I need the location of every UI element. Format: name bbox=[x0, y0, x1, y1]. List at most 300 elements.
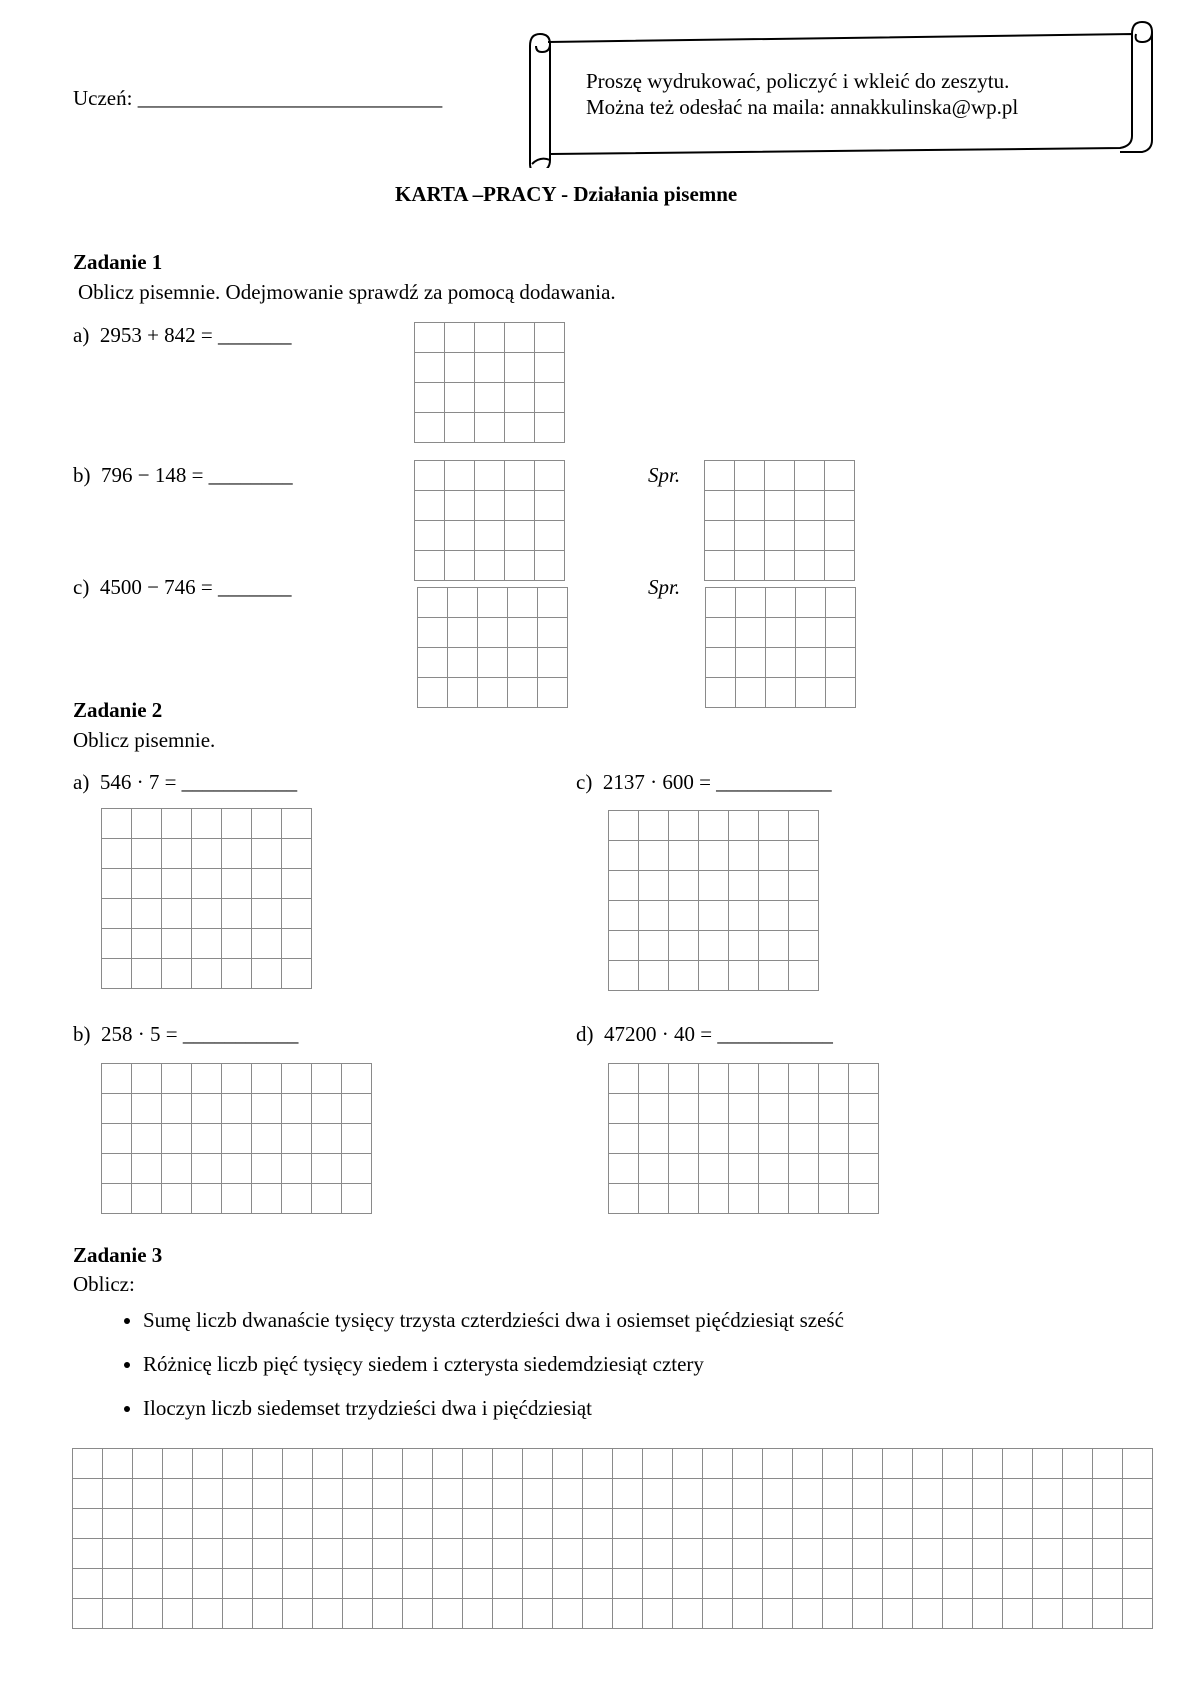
grid-cell[interactable] bbox=[282, 1184, 312, 1214]
grid-cell[interactable] bbox=[853, 1539, 883, 1569]
grid-cell[interactable] bbox=[1063, 1569, 1093, 1599]
grid-cell[interactable] bbox=[538, 648, 568, 678]
grid-cell[interactable] bbox=[669, 1184, 699, 1214]
grid-cell[interactable] bbox=[433, 1509, 463, 1539]
grid-cell[interactable] bbox=[283, 1509, 313, 1539]
grid-cell[interactable] bbox=[192, 1094, 222, 1124]
grid-cell[interactable] bbox=[613, 1569, 643, 1599]
grid-cell[interactable] bbox=[313, 1539, 343, 1569]
grid-cell[interactable] bbox=[793, 1449, 823, 1479]
grid-cell[interactable] bbox=[853, 1569, 883, 1599]
grid-cell[interactable] bbox=[535, 383, 565, 413]
grid-cell[interactable] bbox=[699, 1154, 729, 1184]
grid-cell[interactable] bbox=[699, 871, 729, 901]
grid-cell[interactable] bbox=[763, 1449, 793, 1479]
grid-cell[interactable] bbox=[643, 1569, 673, 1599]
grid-cell[interactable] bbox=[282, 869, 312, 899]
grid-cell[interactable] bbox=[73, 1569, 103, 1599]
grid-cell[interactable] bbox=[736, 588, 766, 618]
grid-cell[interactable] bbox=[763, 1539, 793, 1569]
grid-cell[interactable] bbox=[418, 588, 448, 618]
grid-cell[interactable] bbox=[699, 961, 729, 991]
grid-cell[interactable] bbox=[1063, 1509, 1093, 1539]
grid-cell[interactable] bbox=[1093, 1449, 1123, 1479]
grid-cell[interactable] bbox=[193, 1599, 223, 1629]
grid-cell[interactable] bbox=[252, 839, 282, 869]
grid-cell[interactable] bbox=[312, 1064, 342, 1094]
grid-cell[interactable] bbox=[729, 871, 759, 901]
grid-cell[interactable] bbox=[853, 1599, 883, 1629]
grid-cell[interactable] bbox=[312, 1184, 342, 1214]
grid-cell[interactable] bbox=[342, 1154, 372, 1184]
grid-cell[interactable] bbox=[973, 1509, 1003, 1539]
grid-cell[interactable] bbox=[729, 931, 759, 961]
grid-cell[interactable] bbox=[508, 618, 538, 648]
grid-cell[interactable] bbox=[1003, 1509, 1033, 1539]
grid-cell[interactable] bbox=[312, 1124, 342, 1154]
grid-cell[interactable] bbox=[252, 809, 282, 839]
grid-cell[interactable] bbox=[312, 1154, 342, 1184]
grid-cell[interactable] bbox=[699, 1184, 729, 1214]
grid-cell[interactable] bbox=[913, 1479, 943, 1509]
grid-cell[interactable] bbox=[765, 461, 795, 491]
grid-cell[interactable] bbox=[445, 323, 475, 353]
grid-cell[interactable] bbox=[766, 618, 796, 648]
grid-cell[interactable] bbox=[162, 1094, 192, 1124]
grid-cell[interactable] bbox=[973, 1599, 1003, 1629]
grid-cell[interactable] bbox=[765, 521, 795, 551]
grid-cell[interactable] bbox=[133, 1509, 163, 1539]
grid-cell[interactable] bbox=[699, 841, 729, 871]
grid-cell[interactable] bbox=[192, 899, 222, 929]
grid-cell[interactable] bbox=[282, 929, 312, 959]
grid-cell[interactable] bbox=[373, 1599, 403, 1629]
grid-cell[interactable] bbox=[448, 648, 478, 678]
grid-cell[interactable] bbox=[553, 1509, 583, 1539]
grid-cell[interactable] bbox=[475, 323, 505, 353]
grid-cell[interactable] bbox=[463, 1479, 493, 1509]
grid-cell[interactable] bbox=[706, 588, 736, 618]
grid-cell[interactable] bbox=[733, 1599, 763, 1629]
grid-cell[interactable] bbox=[795, 491, 825, 521]
grid-cell[interactable] bbox=[102, 809, 132, 839]
grid-cell[interactable] bbox=[733, 1509, 763, 1539]
grid-cell[interactable] bbox=[819, 1124, 849, 1154]
grid-task1-c[interactable] bbox=[417, 587, 568, 708]
grid-cell[interactable] bbox=[759, 1064, 789, 1094]
grid-cell[interactable] bbox=[415, 383, 445, 413]
grid-cell[interactable] bbox=[733, 1539, 763, 1569]
grid-cell[interactable] bbox=[1093, 1569, 1123, 1599]
grid-cell[interactable] bbox=[252, 929, 282, 959]
grid-cell[interactable] bbox=[639, 901, 669, 931]
grid-cell[interactable] bbox=[609, 1064, 639, 1094]
grid-cell[interactable] bbox=[883, 1479, 913, 1509]
grid-cell[interactable] bbox=[252, 1094, 282, 1124]
grid-cell[interactable] bbox=[609, 1184, 639, 1214]
grid-cell[interactable] bbox=[463, 1449, 493, 1479]
grid-cell[interactable] bbox=[759, 1094, 789, 1124]
grid-cell[interactable] bbox=[163, 1479, 193, 1509]
grid-cell[interactable] bbox=[162, 929, 192, 959]
grid-cell[interactable] bbox=[733, 1569, 763, 1599]
grid-cell[interactable] bbox=[1033, 1509, 1063, 1539]
grid-cell[interactable] bbox=[759, 961, 789, 991]
grid-cell[interactable] bbox=[448, 588, 478, 618]
grid-cell[interactable] bbox=[132, 809, 162, 839]
grid-cell[interactable] bbox=[583, 1569, 613, 1599]
grid-cell[interactable] bbox=[826, 678, 856, 708]
grid-cell[interactable] bbox=[825, 521, 855, 551]
grid-cell[interactable] bbox=[373, 1539, 403, 1569]
grid-cell[interactable] bbox=[736, 618, 766, 648]
grid-cell[interactable] bbox=[313, 1599, 343, 1629]
grid-cell[interactable] bbox=[669, 1064, 699, 1094]
grid-cell[interactable] bbox=[823, 1599, 853, 1629]
grid-cell[interactable] bbox=[729, 961, 759, 991]
grid-cell[interactable] bbox=[849, 1094, 879, 1124]
grid-cell[interactable] bbox=[132, 869, 162, 899]
grid-cell[interactable] bbox=[508, 588, 538, 618]
grid-cell[interactable] bbox=[193, 1479, 223, 1509]
grid-cell[interactable] bbox=[793, 1509, 823, 1539]
grid-cell[interactable] bbox=[132, 1154, 162, 1184]
grid-cell[interactable] bbox=[343, 1539, 373, 1569]
grid-cell[interactable] bbox=[553, 1599, 583, 1629]
grid-cell[interactable] bbox=[282, 1094, 312, 1124]
grid-cell[interactable] bbox=[445, 413, 475, 443]
grid-cell[interactable] bbox=[253, 1599, 283, 1629]
grid-cell[interactable] bbox=[415, 323, 445, 353]
grid-cell[interactable] bbox=[102, 1094, 132, 1124]
grid-cell[interactable] bbox=[538, 618, 568, 648]
grid-cell[interactable] bbox=[826, 588, 856, 618]
grid-cell[interactable] bbox=[763, 1599, 793, 1629]
grid-cell[interactable] bbox=[763, 1479, 793, 1509]
grid-cell[interactable] bbox=[313, 1449, 343, 1479]
grid-cell[interactable] bbox=[735, 521, 765, 551]
grid-cell[interactable] bbox=[343, 1569, 373, 1599]
grid-cell[interactable] bbox=[613, 1479, 643, 1509]
grid-cell[interactable] bbox=[162, 1184, 192, 1214]
grid-task3[interactable] bbox=[72, 1448, 1153, 1629]
grid-cell[interactable] bbox=[508, 678, 538, 708]
grid-cell[interactable] bbox=[535, 413, 565, 443]
grid-cell[interactable] bbox=[553, 1449, 583, 1479]
grid-cell[interactable] bbox=[793, 1539, 823, 1569]
grid-cell[interactable] bbox=[162, 899, 192, 929]
grid-cell[interactable] bbox=[505, 491, 535, 521]
grid-cell[interactable] bbox=[1003, 1539, 1033, 1569]
grid-cell[interactable] bbox=[639, 1124, 669, 1154]
grid-cell[interactable] bbox=[132, 899, 162, 929]
grid-cell[interactable] bbox=[162, 1154, 192, 1184]
grid-cell[interactable] bbox=[609, 871, 639, 901]
grid-cell[interactable] bbox=[433, 1539, 463, 1569]
grid-cell[interactable] bbox=[403, 1509, 433, 1539]
grid-cell[interactable] bbox=[789, 1184, 819, 1214]
grid-cell[interactable] bbox=[553, 1569, 583, 1599]
grid-cell[interactable] bbox=[736, 648, 766, 678]
grid-cell[interactable] bbox=[282, 959, 312, 989]
grid-cell[interactable] bbox=[883, 1449, 913, 1479]
grid-cell[interactable] bbox=[789, 871, 819, 901]
grid-cell[interactable] bbox=[163, 1449, 193, 1479]
grid-cell[interactable] bbox=[796, 678, 826, 708]
grid-cell[interactable] bbox=[733, 1449, 763, 1479]
grid-cell[interactable] bbox=[415, 551, 445, 581]
grid-cell[interactable] bbox=[342, 1124, 372, 1154]
grid-cell[interactable] bbox=[639, 1064, 669, 1094]
grid-cell[interactable] bbox=[505, 521, 535, 551]
grid-cell[interactable] bbox=[699, 1124, 729, 1154]
grid-cell[interactable] bbox=[133, 1569, 163, 1599]
grid-cell[interactable] bbox=[223, 1599, 253, 1629]
grid-cell[interactable] bbox=[463, 1569, 493, 1599]
grid-cell[interactable] bbox=[222, 899, 252, 929]
grid-cell[interactable] bbox=[735, 551, 765, 581]
grid-cell[interactable] bbox=[415, 353, 445, 383]
grid-cell[interactable] bbox=[493, 1539, 523, 1569]
grid-cell[interactable] bbox=[508, 648, 538, 678]
grid-cell[interactable] bbox=[609, 901, 639, 931]
grid-cell[interactable] bbox=[523, 1599, 553, 1629]
grid-cell[interactable] bbox=[913, 1599, 943, 1629]
grid-cell[interactable] bbox=[729, 1094, 759, 1124]
grid-cell[interactable] bbox=[553, 1479, 583, 1509]
grid-cell[interactable] bbox=[883, 1539, 913, 1569]
grid-cell[interactable] bbox=[1123, 1539, 1153, 1569]
grid-cell[interactable] bbox=[192, 839, 222, 869]
grid-cell[interactable] bbox=[853, 1449, 883, 1479]
grid-cell[interactable] bbox=[1033, 1449, 1063, 1479]
grid-cell[interactable] bbox=[669, 1124, 699, 1154]
grid-cell[interactable] bbox=[639, 871, 669, 901]
grid-cell[interactable] bbox=[192, 959, 222, 989]
grid-cell[interactable] bbox=[583, 1539, 613, 1569]
grid-cell[interactable] bbox=[1123, 1569, 1153, 1599]
grid-cell[interactable] bbox=[283, 1449, 313, 1479]
grid-cell[interactable] bbox=[163, 1509, 193, 1539]
grid-cell[interactable] bbox=[703, 1479, 733, 1509]
grid-cell[interactable] bbox=[765, 491, 795, 521]
grid-cell[interactable] bbox=[705, 521, 735, 551]
grid-cell[interactable] bbox=[505, 551, 535, 581]
grid-cell[interactable] bbox=[475, 491, 505, 521]
grid-cell[interactable] bbox=[699, 901, 729, 931]
grid-cell[interactable] bbox=[759, 1184, 789, 1214]
grid-cell[interactable] bbox=[535, 521, 565, 551]
grid-cell[interactable] bbox=[789, 1064, 819, 1094]
grid-cell[interactable] bbox=[913, 1509, 943, 1539]
grid-cell[interactable] bbox=[192, 869, 222, 899]
grid-cell[interactable] bbox=[418, 618, 448, 648]
grid-cell[interactable] bbox=[162, 959, 192, 989]
grid-cell[interactable] bbox=[973, 1479, 1003, 1509]
grid-cell[interactable] bbox=[943, 1539, 973, 1569]
grid-cell[interactable] bbox=[282, 1064, 312, 1094]
grid-cell[interactable] bbox=[73, 1599, 103, 1629]
grid-cell[interactable] bbox=[699, 931, 729, 961]
grid-cell[interactable] bbox=[478, 678, 508, 708]
grid-cell[interactable] bbox=[493, 1479, 523, 1509]
grid-task1-b-check[interactable] bbox=[704, 460, 855, 581]
grid-cell[interactable] bbox=[222, 869, 252, 899]
grid-cell[interactable] bbox=[789, 1154, 819, 1184]
grid-cell[interactable] bbox=[706, 618, 736, 648]
grid-cell[interactable] bbox=[643, 1539, 673, 1569]
grid-cell[interactable] bbox=[583, 1479, 613, 1509]
grid-cell[interactable] bbox=[639, 1094, 669, 1124]
grid-cell[interactable] bbox=[669, 841, 699, 871]
grid-cell[interactable] bbox=[415, 461, 445, 491]
grid-cell[interactable] bbox=[639, 1184, 669, 1214]
grid-cell[interactable] bbox=[193, 1449, 223, 1479]
grid-cell[interactable] bbox=[505, 461, 535, 491]
grid-cell[interactable] bbox=[943, 1599, 973, 1629]
grid-cell[interactable] bbox=[538, 588, 568, 618]
grid-cell[interactable] bbox=[943, 1569, 973, 1599]
grid-cell[interactable] bbox=[282, 1154, 312, 1184]
grid-cell[interactable] bbox=[1123, 1479, 1153, 1509]
grid-cell[interactable] bbox=[583, 1449, 613, 1479]
grid-cell[interactable] bbox=[223, 1509, 253, 1539]
grid-task2-b[interactable] bbox=[101, 1063, 372, 1214]
grid-cell[interactable] bbox=[973, 1569, 1003, 1599]
grid-cell[interactable] bbox=[705, 461, 735, 491]
grid-cell[interactable] bbox=[253, 1569, 283, 1599]
grid-cell[interactable] bbox=[796, 588, 826, 618]
grid-cell[interactable] bbox=[463, 1539, 493, 1569]
grid-cell[interactable] bbox=[763, 1569, 793, 1599]
grid-cell[interactable] bbox=[192, 1154, 222, 1184]
grid-cell[interactable] bbox=[132, 929, 162, 959]
grid-cell[interactable] bbox=[673, 1539, 703, 1569]
grid-cell[interactable] bbox=[373, 1479, 403, 1509]
grid-cell[interactable] bbox=[415, 413, 445, 443]
grid-cell[interactable] bbox=[192, 1184, 222, 1214]
grid-cell[interactable] bbox=[673, 1599, 703, 1629]
grid-cell[interactable] bbox=[613, 1599, 643, 1629]
grid-cell[interactable] bbox=[669, 1154, 699, 1184]
grid-cell[interactable] bbox=[505, 413, 535, 443]
grid-cell[interactable] bbox=[505, 383, 535, 413]
grid-cell[interactable] bbox=[819, 1064, 849, 1094]
grid-cell[interactable] bbox=[222, 1124, 252, 1154]
grid-cell[interactable] bbox=[192, 1064, 222, 1094]
grid-cell[interactable] bbox=[795, 551, 825, 581]
grid-cell[interactable] bbox=[283, 1569, 313, 1599]
grid-cell[interactable] bbox=[796, 648, 826, 678]
grid-cell[interactable] bbox=[763, 1509, 793, 1539]
grid-cell[interactable] bbox=[643, 1449, 673, 1479]
grid-cell[interactable] bbox=[729, 1154, 759, 1184]
grid-cell[interactable] bbox=[609, 931, 639, 961]
grid-cell[interactable] bbox=[759, 841, 789, 871]
grid-cell[interactable] bbox=[669, 961, 699, 991]
grid-cell[interactable] bbox=[793, 1599, 823, 1629]
grid-cell[interactable] bbox=[826, 648, 856, 678]
grid-cell[interactable] bbox=[222, 1154, 252, 1184]
grid-cell[interactable] bbox=[1123, 1599, 1153, 1629]
grid-cell[interactable] bbox=[1033, 1569, 1063, 1599]
grid-cell[interactable] bbox=[162, 809, 192, 839]
grid-cell[interactable] bbox=[789, 841, 819, 871]
grid-cell[interactable] bbox=[342, 1064, 372, 1094]
grid-cell[interactable] bbox=[609, 841, 639, 871]
grid-cell[interactable] bbox=[583, 1509, 613, 1539]
grid-cell[interactable] bbox=[433, 1599, 463, 1629]
grid-cell[interactable] bbox=[1093, 1509, 1123, 1539]
grid-cell[interactable] bbox=[132, 959, 162, 989]
grid-cell[interactable] bbox=[883, 1599, 913, 1629]
grid-cell[interactable] bbox=[445, 491, 475, 521]
grid-cell[interactable] bbox=[1003, 1569, 1033, 1599]
grid-cell[interactable] bbox=[1063, 1599, 1093, 1629]
grid-cell[interactable] bbox=[1033, 1479, 1063, 1509]
grid-cell[interactable] bbox=[283, 1539, 313, 1569]
grid-cell[interactable] bbox=[313, 1509, 343, 1539]
grid-cell[interactable] bbox=[789, 1094, 819, 1124]
grid-cell[interactable] bbox=[475, 353, 505, 383]
grid-cell[interactable] bbox=[252, 1154, 282, 1184]
grid-cell[interactable] bbox=[766, 588, 796, 618]
grid-cell[interactable] bbox=[609, 961, 639, 991]
grid-cell[interactable] bbox=[1093, 1599, 1123, 1629]
grid-cell[interactable] bbox=[973, 1539, 1003, 1569]
grid-cell[interactable] bbox=[669, 871, 699, 901]
grid-cell[interactable] bbox=[849, 1154, 879, 1184]
grid-cell[interactable] bbox=[433, 1569, 463, 1599]
grid-cell[interactable] bbox=[132, 1064, 162, 1094]
grid-cell[interactable] bbox=[103, 1479, 133, 1509]
grid-cell[interactable] bbox=[703, 1539, 733, 1569]
grid-cell[interactable] bbox=[639, 841, 669, 871]
grid-cell[interactable] bbox=[796, 618, 826, 648]
grid-cell[interactable] bbox=[102, 929, 132, 959]
grid-cell[interactable] bbox=[766, 678, 796, 708]
grid-cell[interactable] bbox=[222, 959, 252, 989]
grid-cell[interactable] bbox=[253, 1449, 283, 1479]
grid-cell[interactable] bbox=[795, 461, 825, 491]
grid-cell[interactable] bbox=[609, 1154, 639, 1184]
grid-cell[interactable] bbox=[1063, 1479, 1093, 1509]
grid-cell[interactable] bbox=[163, 1569, 193, 1599]
grid-cell[interactable] bbox=[789, 901, 819, 931]
grid-cell[interactable] bbox=[535, 551, 565, 581]
grid-cell[interactable] bbox=[282, 809, 312, 839]
grid-cell[interactable] bbox=[445, 521, 475, 551]
grid-cell[interactable] bbox=[73, 1479, 103, 1509]
grid-cell[interactable] bbox=[282, 1124, 312, 1154]
grid-cell[interactable] bbox=[535, 323, 565, 353]
grid-cell[interactable] bbox=[475, 551, 505, 581]
grid-cell[interactable] bbox=[733, 1479, 763, 1509]
grid-cell[interactable] bbox=[1003, 1599, 1033, 1629]
grid-cell[interactable] bbox=[613, 1509, 643, 1539]
grid-cell[interactable] bbox=[253, 1479, 283, 1509]
grid-cell[interactable] bbox=[766, 648, 796, 678]
grid-cell[interactable] bbox=[252, 1184, 282, 1214]
grid-cell[interactable] bbox=[103, 1599, 133, 1629]
grid-cell[interactable] bbox=[343, 1479, 373, 1509]
grid-cell[interactable] bbox=[445, 551, 475, 581]
grid-cell[interactable] bbox=[163, 1599, 193, 1629]
grid-cell[interactable] bbox=[613, 1539, 643, 1569]
grid-cell[interactable] bbox=[445, 461, 475, 491]
grid-cell[interactable] bbox=[133, 1599, 163, 1629]
grid-cell[interactable] bbox=[478, 618, 508, 648]
